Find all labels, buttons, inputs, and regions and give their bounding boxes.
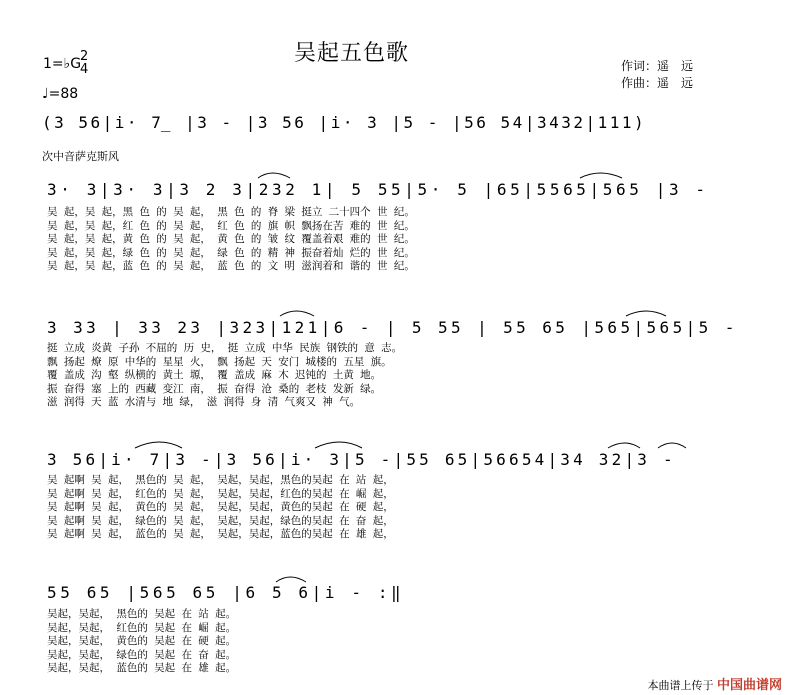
lyric-line: 振 奋得 塞 上的 西藏 变江 南， 振 奋得 沧 桑的 老枝 发新 绿。 xyxy=(47,382,382,395)
site-logo[interactable]: 中国曲谱网 xyxy=(716,678,782,693)
composer-name: 遥 远 xyxy=(657,76,694,90)
lyric-line: 吴起，吴起， 红色的 吴起 在 崛 起。 xyxy=(47,621,237,634)
slur xyxy=(658,443,686,448)
intro-notes: (3 56|i· 7̲ |3 - |3 56 |i· 3 |5 - |56 54|3432|111) xyxy=(42,113,647,132)
lyricist-name: 遥 远 xyxy=(657,59,694,73)
song-title: 吴起五色歌 xyxy=(294,41,410,66)
lyric-line: 吴起，吴起， 黑色的 吴起 在 站 起。 xyxy=(47,608,237,620)
slur xyxy=(608,443,640,448)
lyric-line: 挺 立成 炎黄 子孙 不屈的 历 史， 挺 立成 中华 民族 钢铁的 意 志。 xyxy=(47,342,403,354)
lyric-line: 吴 起啊 吴 起， 绿色的 吴 起， 吴起，吴起，绿色的吴起 在 奋 起， xyxy=(47,514,394,527)
system-1-notes: 3· 3|3· 3|3 2 3|232 1| 5 55|5· 5 |65|5565|565 |3 - xyxy=(47,180,709,199)
slur xyxy=(135,442,182,448)
lyric-line: 吴 起啊 吴 起， 黑色的 吴 起， 吴起，吴起，黑色的吴起 在 站 起， xyxy=(47,474,394,486)
lyric-line: 飘 扬起 燎 原 中华的 星星 火， 飘 扬起 天 安门 城楼的 五星 旗。 xyxy=(47,355,392,368)
key-signature: 1=♭G xyxy=(43,56,82,72)
instrument-note: 次中音萨克斯风 xyxy=(42,150,119,163)
lyric-line: 吴起，吴起， 绿色的 吴起 在 奋 起。 xyxy=(47,648,237,661)
lyric-line: 吴 起啊 吴 起， 蓝色的 吴 起， 吴起，吴起，蓝色的吴起 在 雄 起， xyxy=(47,528,394,540)
time-signature-top: 2 xyxy=(80,49,89,64)
lyric-line: 吴 起，吴 起，红 色 的 吴 起， 红 色 的 旗 帜 飘扬在苦 难的 世 纪。 xyxy=(47,219,415,232)
tempo-mark: ♩=88 xyxy=(42,86,79,102)
composer-label: 作曲： xyxy=(621,76,658,90)
lyric-line: 吴起，吴起， 黄色的 吴起 在 硬 起。 xyxy=(47,635,237,647)
system-4-notes: 55 65 |565 65 |6 5 6|i - :‖ xyxy=(47,583,405,602)
lyric-line: 吴 起，吴 起，绿 色 的 吴 起， 绿 色 的 精 神 振奋着灿 烂的 世 纪。 xyxy=(47,246,415,259)
slur xyxy=(258,173,290,178)
slur xyxy=(315,442,362,448)
lyric-line: 滋 润得 天 蓝 水清与 地 绿， 滋 润得 身 清 气爽又 神 气。 xyxy=(47,396,361,408)
slur xyxy=(580,173,622,178)
lyricist-label: 作词： xyxy=(621,59,658,73)
lyric-line: 吴 起，吴 起，黑 色 的 吴 起， 黑 色 的 脊 梁 挺立 二十四个 世 纪。 xyxy=(47,206,415,218)
lyric-line: 吴 起，吴 起，黄 色 的 吴 起， 黄 色 的 皱 纹 覆盖着艰 难的 世 纪。 xyxy=(47,233,415,245)
upload-footer xyxy=(647,674,782,693)
lyric-line: 吴 起啊 吴 起， 黄色的 吴 起， 吴起，吴起，黄色的吴起 在 硬 起， xyxy=(47,501,394,513)
lyric-line: 吴 起，吴 起，蓝 色 的 吴 起， 蓝 色 的 文 明 滋润着和 谐的 世 纪。 xyxy=(47,260,415,272)
time-signature-bottom: 4 xyxy=(80,62,89,77)
slur xyxy=(276,577,306,582)
system-2-notes: 3 33 | 33 23 |323|121|6 - | 5 55 | 55 65 |565|565|5 - xyxy=(47,318,738,337)
lyric-line: 覆 盖成 沟 壑 纵横的 黄土 塬， 覆 盖成 麻 木 迟钝的 土黄 地。 xyxy=(47,369,382,381)
lyric-line: 吴起，吴起， 蓝色的 吴起 在 雄 起。 xyxy=(47,662,237,674)
system-3-notes: 3 56|i· 7|3 -|3 56|i· 3|5 -|55 65|56654|34 32|3 - xyxy=(47,450,676,469)
slur xyxy=(626,311,666,316)
lyric-line: 吴 起啊 吴 起， 红色的 吴 起， 吴起，吴起，红色的吴起 在 崛 起， xyxy=(47,487,394,500)
footer-text: 本曲谱上传于 xyxy=(647,679,714,692)
slur xyxy=(280,311,314,316)
